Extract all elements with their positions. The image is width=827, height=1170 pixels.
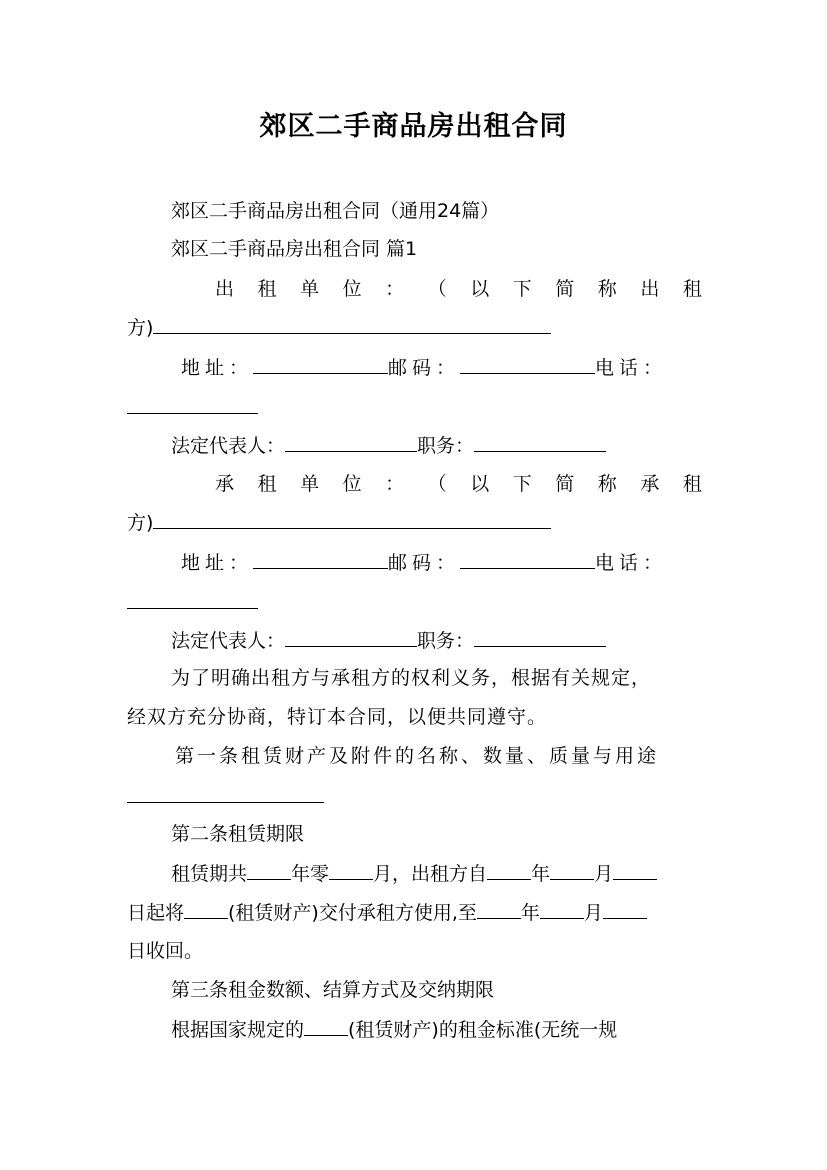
position-label: 职务： <box>417 630 475 652</box>
lessor-label-char: 称 <box>597 278 617 300</box>
lessee-label-char: 以 <box>470 473 490 495</box>
document-title: 郊区二手商品房出租合同 <box>259 111 568 142</box>
position-blank <box>474 433 606 452</box>
lessor-phone-line <box>127 395 702 420</box>
term-text-4: 年 <box>531 863 551 885</box>
term2-text-1: 日起将 <box>127 902 185 924</box>
lessor-label-char: 租 <box>257 278 277 300</box>
postcode-label: 邮码： <box>388 552 461 574</box>
address-blank <box>253 550 388 569</box>
end-day-blank <box>603 900 647 919</box>
lessor-label-char: 简 <box>555 278 575 300</box>
lessee-address-row <box>181 550 702 575</box>
lessor-label-char: 单 <box>300 278 320 300</box>
lessor-address-row <box>181 355 702 380</box>
term-line-3: 日收回。 <box>127 940 204 962</box>
postcode-blank <box>460 550 595 569</box>
term-line-2 <box>127 900 702 925</box>
phone-blank <box>127 395 258 414</box>
purpose-line-1: 为了明确出租方与承租方的权利义务，根据有关规定， <box>171 667 652 689</box>
postcode-blank <box>460 355 595 374</box>
lessee-label-char: 租 <box>257 473 277 495</box>
lessee-label-char: 单 <box>300 473 320 495</box>
lessor-label-char: 位 <box>342 278 362 300</box>
lessee-label-char: 简 <box>555 473 575 495</box>
lessee-label-char: 位 <box>342 473 362 495</box>
lessee-label-char: 承 <box>215 473 235 495</box>
phone-label: 电话： <box>595 357 668 379</box>
lessee-label-char: 承 <box>640 473 660 495</box>
article-1-blank-line <box>127 784 702 809</box>
lessee-name-line <box>127 510 702 535</box>
lessor-legal-rep-row <box>171 433 702 458</box>
lessor-label-row <box>215 277 702 301</box>
lessee-label-char: 下 <box>512 473 532 495</box>
rent-line-1 <box>171 1017 702 1042</box>
lessor-label-char: 出 <box>215 278 235 300</box>
lessee-label-char: ： <box>385 473 405 495</box>
address-blank <box>253 355 388 374</box>
lessor-label-char: 以 <box>470 278 490 300</box>
term-text-1: 租赁期共 <box>171 863 248 885</box>
lessee-phone-line <box>127 590 702 615</box>
document-subtitle: 郊区二手商品房出租合同（通用24篇） <box>171 200 500 222</box>
term-text-2: 年零 <box>291 863 330 885</box>
start-day-blank <box>613 861 657 880</box>
term-text-3: 月，出租方自 <box>373 863 488 885</box>
months-blank <box>329 861 373 880</box>
lessee-label-char: 租 <box>682 473 702 495</box>
start-month-blank <box>550 861 594 880</box>
address-label: 地址： <box>181 552 254 574</box>
lessor-label-char: （ <box>427 278 447 300</box>
lessor-label-char: 下 <box>512 278 532 300</box>
purpose-line-2: 经双方充分协商，特订本合同，以便共同遵守。 <box>127 706 548 728</box>
legal-rep-blank <box>285 433 417 452</box>
lessor-name-line <box>127 315 702 340</box>
term-text-5: 月 <box>594 863 614 885</box>
phone-blank <box>127 590 258 609</box>
article-3-heading: 第三条租金数额、结算方式及交纳期限 <box>171 979 495 1001</box>
legal-rep-label: 法定代表人： <box>171 435 286 457</box>
postcode-label: 邮码： <box>388 357 461 379</box>
lessor-label-char: 出 <box>640 278 660 300</box>
lessee-label-char: 称 <box>597 473 617 495</box>
term2-text-2: (租赁财产)交付承租方使用,至 <box>228 902 477 924</box>
legal-rep-label: 法定代表人： <box>171 630 286 652</box>
rent-property-blank <box>304 1017 348 1036</box>
article-1-blank <box>127 784 324 803</box>
lessee-label-row <box>215 472 702 496</box>
rent-text-2: (租赁财产)的租金标准(无统一规 <box>348 1019 618 1041</box>
term2-text-4: 月 <box>583 902 603 924</box>
position-blank <box>474 628 606 647</box>
start-year-blank <box>487 861 531 880</box>
section-heading: 郊区二手商品房出租合同 篇1 <box>171 238 418 260</box>
address-label: 地址： <box>181 357 254 379</box>
term2-text-3: 年 <box>520 902 540 924</box>
legal-rep-blank <box>285 628 417 647</box>
end-year-blank <box>477 900 521 919</box>
position-label: 职务： <box>417 435 475 457</box>
lessor-name-blank <box>153 315 551 334</box>
lessor-label-tail: 方) <box>127 317 154 339</box>
lessee-legal-rep-row <box>171 628 702 653</box>
lessee-label-tail: 方) <box>127 512 154 534</box>
lessor-label-char: 租 <box>682 278 702 300</box>
property-blank <box>184 900 228 919</box>
phone-label: 电话： <box>595 552 668 574</box>
lessee-name-blank <box>153 510 551 529</box>
years-blank <box>247 861 291 880</box>
lessee-label-char: （ <box>427 473 447 495</box>
rent-text-1: 根据国家规定的 <box>171 1019 305 1041</box>
end-month-blank <box>540 900 584 919</box>
article-2-heading: 第二条租赁期限 <box>171 823 305 845</box>
lessor-label-char: ： <box>385 278 405 300</box>
term-line-1 <box>171 861 702 886</box>
article-1-heading: 第一条租赁财产及附件的名称、数量、质量与用途 <box>175 745 660 767</box>
